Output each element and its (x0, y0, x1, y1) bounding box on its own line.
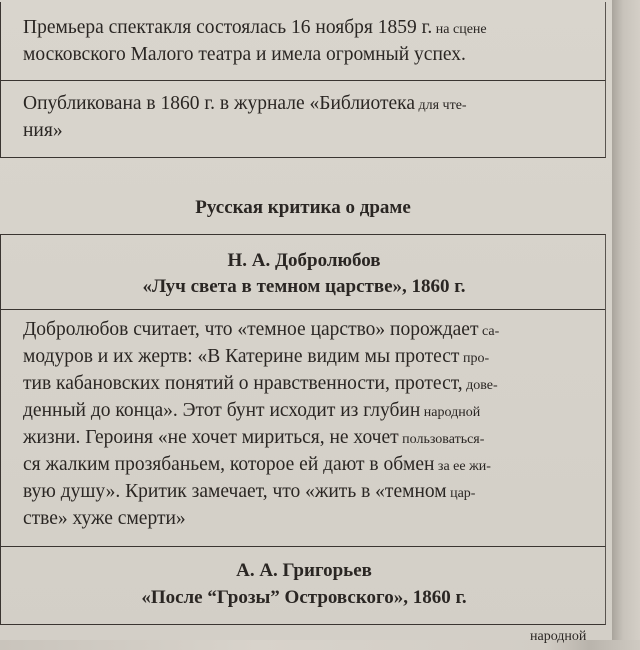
text-line (23, 42, 595, 68)
line-tail: са- (478, 324, 500, 339)
text-line (23, 344, 595, 372)
partial-text-line: народной (530, 629, 587, 644)
line-main: Добролюбов считает, что «темное царство» порождает (23, 319, 479, 340)
text-line (23, 506, 595, 532)
text-line (23, 479, 595, 507)
line-tail: на сцене (432, 22, 487, 37)
line-tail: народной (420, 405, 481, 420)
page-edge (612, 0, 640, 640)
critic-author: А. А. Григорьев (236, 560, 372, 581)
line-tail: успех. (409, 44, 466, 65)
dobrolyubov-text-box (0, 309, 606, 547)
line-tail: дове- (462, 378, 498, 393)
text-line (23, 425, 595, 453)
text-line (23, 452, 595, 480)
grigoriev-header-box (0, 547, 606, 625)
line-main: модуров и их жертв: «В Катерине видим мы протест (23, 346, 460, 367)
line-main: ния» (23, 120, 63, 141)
line-main: вую душу». Критик замечает, что «жить в «темном (23, 481, 447, 502)
line-main: Опубликована в 1860 г. в журнале «Библиотека (23, 93, 415, 114)
publication-info-box (0, 81, 606, 158)
line-tail: пользоваться- (398, 432, 485, 447)
text-line (23, 398, 595, 426)
line-main: стве» хуже смерти» (23, 508, 186, 529)
section-heading: Русская критика о драме (195, 197, 411, 218)
premiere-info-box (0, 2, 606, 81)
text-line (23, 91, 595, 119)
critic-author: Н. А. Добролюбов (227, 250, 381, 271)
line-tail: цар- (446, 486, 476, 501)
line-tail: про- (459, 351, 490, 366)
critic-work-title: «После “Грозы” Островского», 1860 г. (141, 587, 467, 608)
text-line (23, 317, 595, 345)
line-main: жизни. Героиня «не хочет мириться, не хочет (23, 427, 399, 448)
text-line (23, 118, 595, 144)
line-main: Премьера спектакля состоялась 16 ноября 1859 г. (23, 17, 433, 38)
line-tail: за ее жи- (434, 459, 491, 474)
critic-work-title: «Луч света в темном царстве», 1860 г. (142, 276, 466, 297)
line-main: московского Малого театра и имела огромный (23, 44, 410, 65)
line-main: тив кабановских понятий о нравственности, протест, (23, 373, 463, 394)
line-tail: для чте- (415, 98, 467, 113)
text-line (23, 15, 595, 43)
line-main: ся жалким прозябаньем, которое ей дают в обмен (23, 454, 435, 475)
text-line (23, 371, 595, 399)
dobrolyubov-header-box (0, 234, 606, 310)
line-main: денный до конца». Этот бунт исходит из глубин (23, 400, 421, 421)
